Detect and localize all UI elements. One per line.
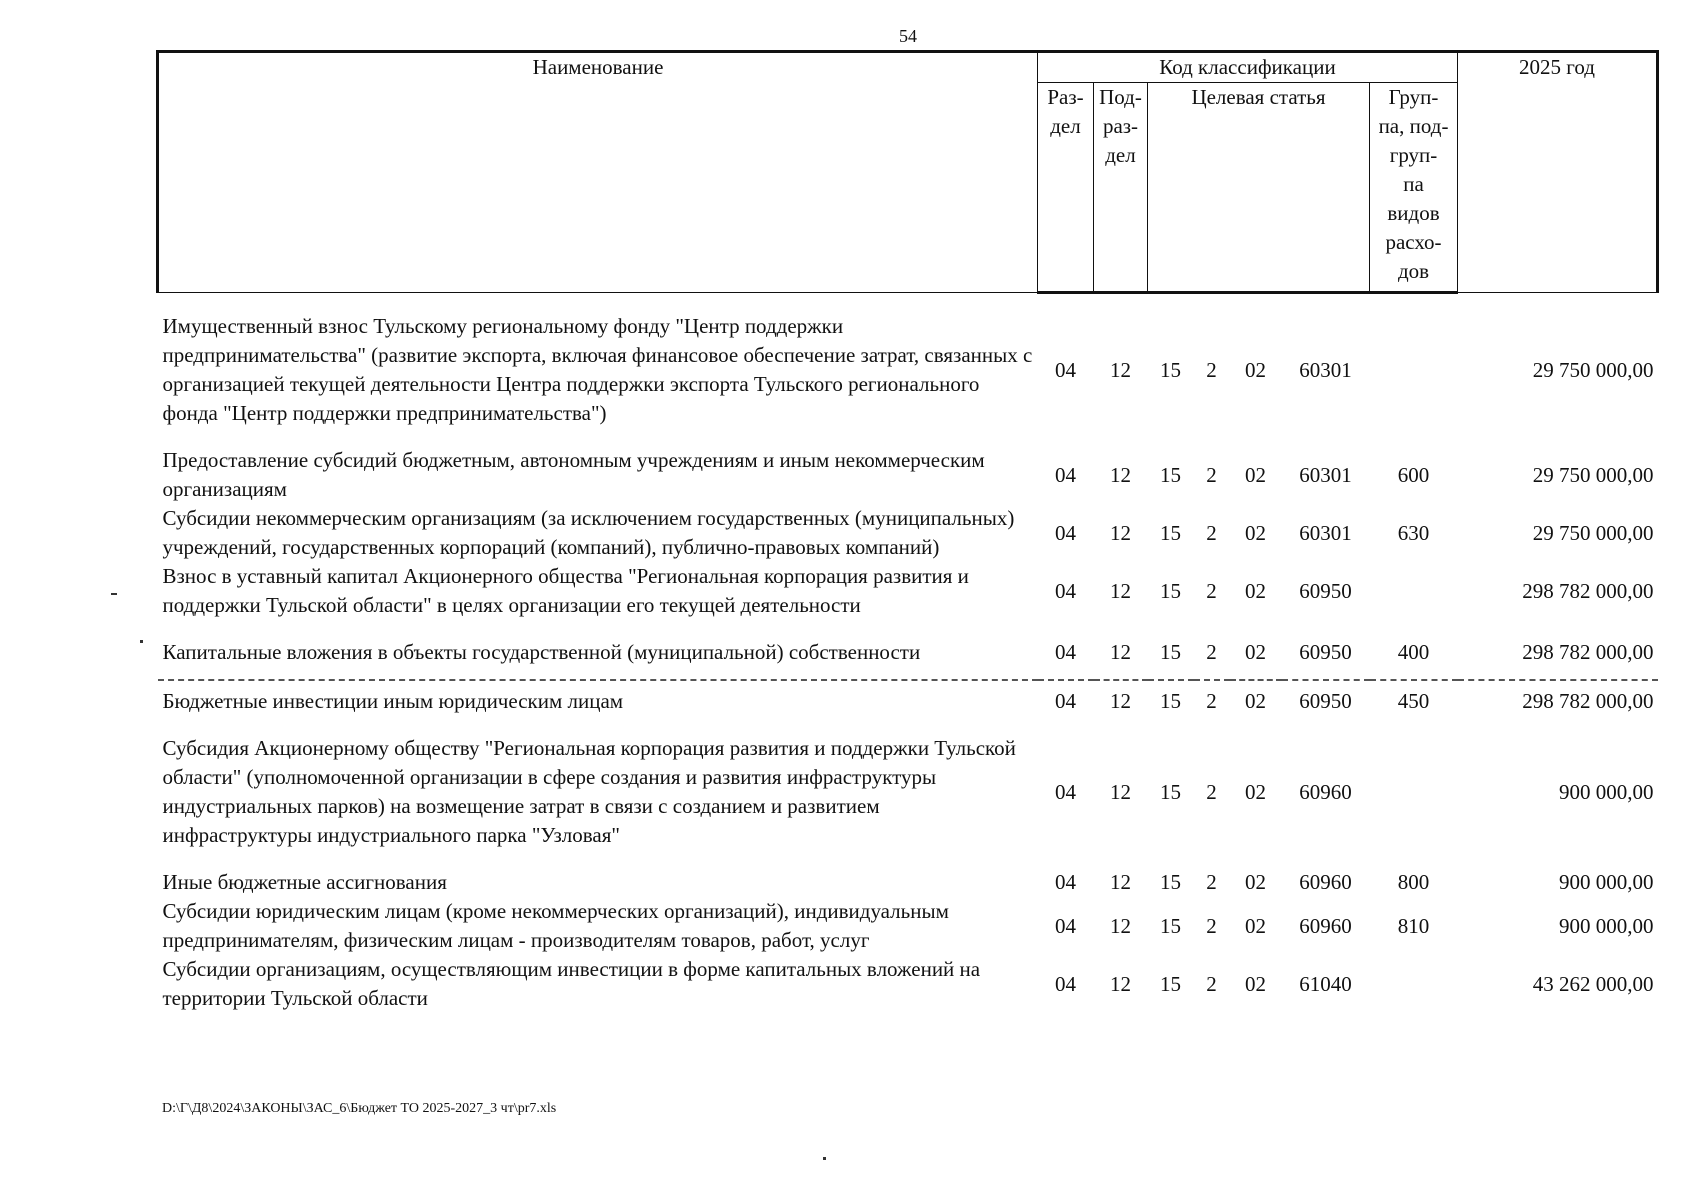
row-expense-group: 400 — [1397, 640, 1430, 664]
row-section: 04 — [1055, 640, 1076, 664]
row-target-program: 15 — [1160, 971, 1181, 996]
row-target-event: 02 — [1245, 689, 1266, 713]
row-amount: 43 262 000,00 — [1532, 971, 1654, 996]
row-target-direction: 60950 — [1299, 689, 1352, 713]
row-amount: 298 782 000,00 — [1522, 578, 1654, 603]
header-section: Раз- дел — [1038, 83, 1094, 293]
row-target-subprogram: 2 — [1206, 913, 1217, 938]
row-target-program: 15 — [1160, 357, 1181, 382]
row-subsection: 12 — [1110, 520, 1131, 545]
row-subsection: 12 — [1110, 640, 1131, 664]
row-target-subprogram: 2 — [1206, 520, 1217, 545]
row-target-direction: 60950 — [1299, 578, 1352, 603]
row-subsection: 12 — [1110, 913, 1131, 938]
row-target-event: 02 — [1245, 462, 1266, 487]
table-row — [158, 446, 1658, 504]
row-section: 04 — [1055, 689, 1076, 713]
row-target-event: 02 — [1245, 357, 1266, 382]
row-target-direction: 60301 — [1299, 462, 1352, 487]
row-expense-group — [1370, 955, 1458, 1013]
row-amount: 900 000,00 — [1559, 870, 1654, 894]
row-expense-group: 800 — [1397, 870, 1430, 894]
header-name: Наименование — [158, 52, 1038, 293]
row-name: Субсидии организациям, осуществляющим инвестиции в форме капитальных вложений на территории Тульской области — [162, 957, 981, 1010]
row-target-subprogram: 2 — [1206, 462, 1217, 487]
header-year: 2025 год — [1458, 52, 1658, 293]
row-amount: 29 750 000,00 — [1532, 520, 1654, 545]
row-expense-group: 810 — [1397, 913, 1430, 938]
row-target-direction: 60960 — [1299, 913, 1352, 938]
row-subsection: 12 — [1110, 779, 1131, 804]
row-target-subprogram: 2 — [1206, 870, 1217, 894]
row-subsection: 12 — [1110, 870, 1131, 894]
row-target-program: 15 — [1160, 578, 1181, 603]
row-target-program: 15 — [1160, 640, 1181, 664]
row-amount: 298 782 000,00 — [1522, 640, 1654, 664]
header-target-article: Целевая статья — [1148, 83, 1370, 293]
row-target-subprogram: 2 — [1206, 578, 1217, 603]
row-target-direction: 60301 — [1299, 357, 1352, 382]
row-expense-group: 600 — [1397, 462, 1430, 487]
page-break-line — [158, 667, 1658, 680]
row-target-subprogram: 2 — [1206, 971, 1217, 996]
row-expense-group — [1370, 562, 1458, 620]
row-target-event: 02 — [1245, 913, 1266, 938]
row-target-event: 02 — [1245, 578, 1266, 603]
row-target-subprogram: 2 — [1206, 689, 1217, 713]
row-subsection: 12 — [1110, 971, 1131, 996]
row-target-program: 15 — [1160, 779, 1181, 804]
row-name: Иные бюджетные ассигнования — [162, 870, 447, 894]
row-subsection: 12 — [1110, 689, 1131, 713]
row-target-subprogram: 2 — [1206, 779, 1217, 804]
row-target-direction: 60960 — [1299, 870, 1352, 894]
row-target-program: 15 — [1160, 462, 1181, 487]
scan-artifact — [111, 593, 117, 595]
row-target-subprogram: 2 — [1206, 357, 1217, 382]
file-path-footer: D:\Г\Д8\2024\ЗАКОНЫ\ЗАС_6\Бюджет ТО 2025-2027_3 чт\pr7.xls — [162, 1101, 557, 1116]
row-target-program: 15 — [1160, 689, 1181, 713]
row-section: 04 — [1055, 870, 1076, 894]
row-section: 04 — [1055, 462, 1076, 487]
row-target-direction: 61040 — [1299, 971, 1352, 996]
row-amount: 900 000,00 — [1559, 913, 1654, 938]
row-target-event: 02 — [1245, 971, 1266, 996]
row-name: Субсидии некоммерческим организациям (за исключением государственных (муниципальных) учреждений, государственных корпораций (компаний), публично-правовых компаний) — [162, 506, 1015, 559]
table-body — [158, 293, 1658, 1014]
row-name: Предоставление субсидий бюджетным, автономным учреждениям и иным некоммерческим организациям — [162, 448, 985, 501]
row-target-program: 15 — [1160, 870, 1181, 894]
row-expense-group — [1370, 734, 1458, 850]
row-amount: 29 750 000,00 — [1532, 462, 1654, 487]
table-row — [158, 562, 1658, 620]
budget-table — [156, 50, 1659, 1013]
row-section: 04 — [1055, 779, 1076, 804]
row-section: 04 — [1055, 971, 1076, 996]
table-row — [158, 897, 1658, 955]
page-number: 54 — [899, 26, 917, 46]
row-name: Имущественный взнос Тульскому региональному фонду "Центр поддержки предпринимательства" (развитие экспорта, включая финансовое обеспечение затрат, связанных с организацией текущей деятельности Центра поддержки экспорта Тульского регионального фонда "Центр поддержки предпринимательства") — [162, 314, 1033, 425]
table-row — [158, 734, 1658, 850]
row-name: Субсидия Акционерному обществу "Региональная корпорация развития и поддержки Тульской области" (уполномоченной организации в сфере создания и развития инфраструктуры индустриальных парков) на возмещение затрат в связи с созданием и развитием инфраструктуры индустриального парка "Узловая" — [162, 736, 1016, 847]
row-subsection: 12 — [1110, 357, 1131, 382]
row-target-program: 15 — [1160, 913, 1181, 938]
row-target-event: 02 — [1245, 640, 1266, 664]
row-section: 04 — [1055, 357, 1076, 382]
table-row — [158, 638, 1658, 667]
header-subsection: Под- раз- дел — [1094, 83, 1148, 293]
row-target-event: 02 — [1245, 779, 1266, 804]
header-classification: Код классификации — [1038, 52, 1458, 83]
table-row — [158, 868, 1658, 897]
row-target-event: 02 — [1245, 520, 1266, 545]
row-name: Взнос в уставный капитал Акционерного общества "Региональная корпорация развития и поддержки Тульской области" в целях организации его текущей деятельности — [162, 564, 969, 617]
row-target-event: 02 — [1245, 870, 1266, 894]
row-expense-group: 450 — [1397, 689, 1430, 713]
table-row — [158, 312, 1658, 428]
row-name: Субсидии юридическим лицам (кроме некоммерческих организаций), индивидуальным предпринимателям, физическим лицам - производителям товаров, работ, услуг — [162, 899, 949, 952]
row-target-direction: 60960 — [1299, 779, 1352, 804]
row-target-subprogram: 2 — [1206, 640, 1217, 664]
row-section: 04 — [1055, 578, 1076, 603]
row-section: 04 — [1055, 520, 1076, 545]
row-target-direction: 60301 — [1299, 520, 1352, 545]
table-row — [158, 955, 1658, 1013]
row-target-direction: 60950 — [1299, 640, 1352, 664]
row-name: Бюджетные инвестиции иным юридическим лицам — [162, 689, 624, 713]
row-amount: 298 782 000,00 — [1522, 689, 1654, 713]
header-expense-group: Груп- па, под- груп- па видов расхо- дов — [1370, 83, 1458, 293]
scan-artifact — [140, 640, 143, 643]
table-row — [158, 504, 1658, 562]
row-subsection: 12 — [1110, 578, 1131, 603]
row-expense-group — [1370, 312, 1458, 428]
row-expense-group: 630 — [1397, 520, 1430, 545]
row-section: 04 — [1055, 913, 1076, 938]
table-row — [158, 687, 1658, 716]
scan-artifact — [823, 1157, 826, 1160]
row-subsection: 12 — [1110, 462, 1131, 487]
row-amount: 29 750 000,00 — [1532, 357, 1654, 382]
row-amount: 900 000,00 — [1559, 779, 1654, 804]
table-header — [158, 52, 1658, 293]
row-name: Капитальные вложения в объекты государственной (муниципальной) собственности — [162, 640, 921, 664]
row-target-program: 15 — [1160, 520, 1181, 545]
